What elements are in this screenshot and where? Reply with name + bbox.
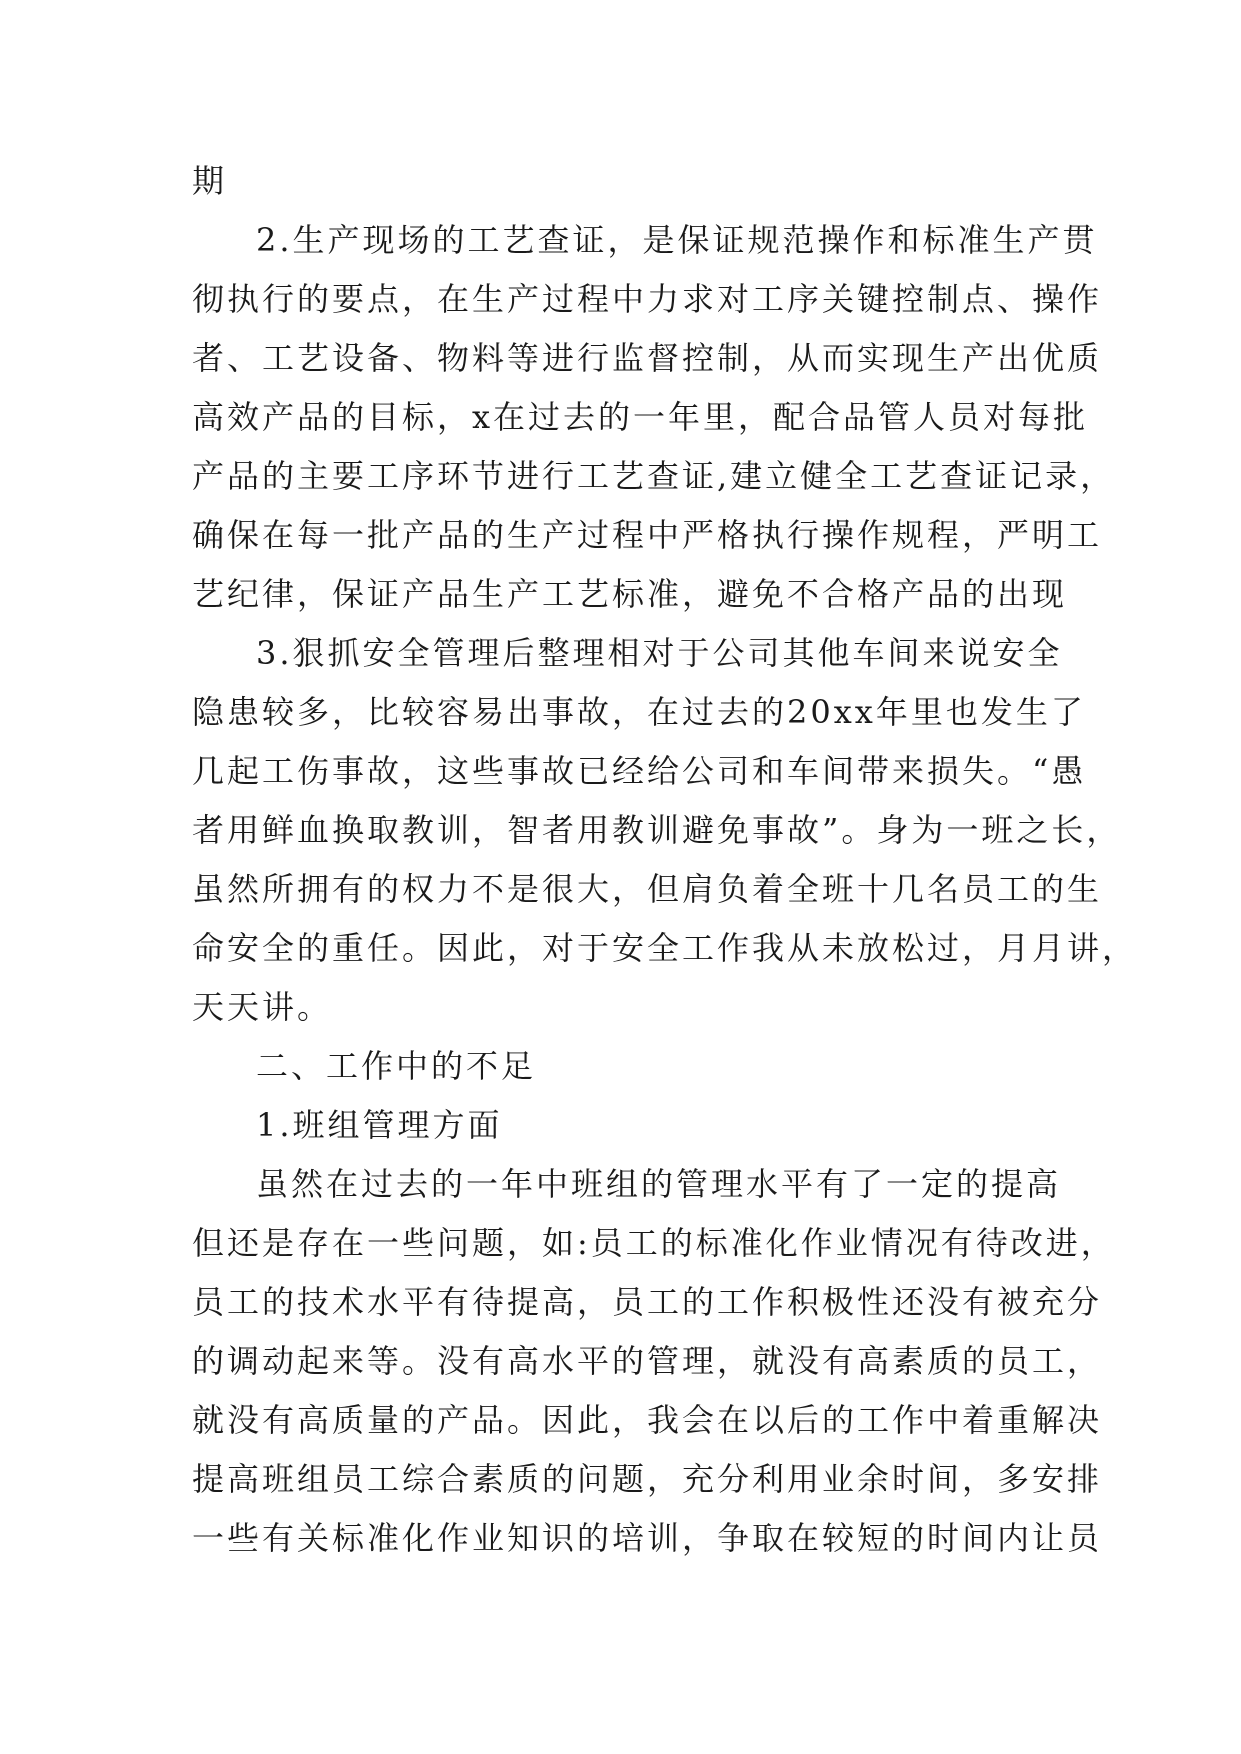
text-line: 者、工艺设备、物料等进行监督控制，从而实现生产出优质	[192, 339, 1103, 377]
text-line: 的调动起来等。没有高水平的管理，就没有高素质的员工，	[192, 1342, 1103, 1380]
text-line: 期	[192, 162, 228, 200]
text-line: 提高班组员工综合素质的问题，充分利用业余时间，多安排	[192, 1460, 1103, 1498]
paragraph-start-line: 虽然在过去的一年中班组的管理水平有了一定的提高	[256, 1165, 1062, 1203]
text-line: 艺纪律，保证产品生产工艺标准，避免不合格产品的出现	[192, 575, 1068, 613]
paragraph-start-line: 3.狠抓安全管理后整理相对于公司其他车间来说安全	[256, 634, 1063, 672]
paragraph-start-line: 2.生产现场的工艺查证，是保证规范操作和标准生产贯	[256, 221, 1098, 259]
text-line: 虽然所拥有的权力不是很大，但肩负着全班十几名员工的生	[192, 870, 1103, 908]
text-line: 隐患较多，比较容易出事故，在过去的20xx年里也发生了	[192, 693, 1086, 731]
text-line: 产品的主要工序环节进行工艺查证,建立健全工艺查证记录，	[192, 457, 1116, 495]
text-line: 高效产品的目标，x在过去的一年里，配合品管人员对每批	[192, 398, 1089, 436]
subsection-heading: 1.班组管理方面	[256, 1106, 503, 1144]
text-line: 一些有关标准化作业知识的培训，争取在较短的时间内让员	[192, 1519, 1103, 1557]
text-line: 几起工伤事故，这些事故已经给公司和车间带来损失。“愚	[192, 752, 1087, 790]
text-line: 但还是存在一些问题，如:员工的标准化作业情况有待改进，	[192, 1224, 1116, 1262]
text-line: 就没有高质量的产品。因此，我会在以后的工作中着重解决	[192, 1401, 1103, 1439]
document-body	[192, 152, 1138, 1568]
text-line: 天天讲。	[192, 988, 333, 1026]
text-line: 确保在每一批产品的生产过程中严格执行操作规程，严明工	[192, 516, 1103, 554]
section-heading: 二、工作中的不足	[256, 1047, 537, 1085]
text-line: 者用鲜血换取教训，智者用教训避免事故”。身为一班之长，	[192, 811, 1122, 849]
text-line: 员工的技术水平有待提高，员工的工作积极性还没有被充分	[192, 1283, 1103, 1321]
text-line: 彻执行的要点，在生产过程中力求对工序关键控制点、操作	[192, 280, 1103, 318]
text-line: 命安全的重任。因此，对于安全工作我从未放松过，月月讲，	[192, 929, 1138, 967]
